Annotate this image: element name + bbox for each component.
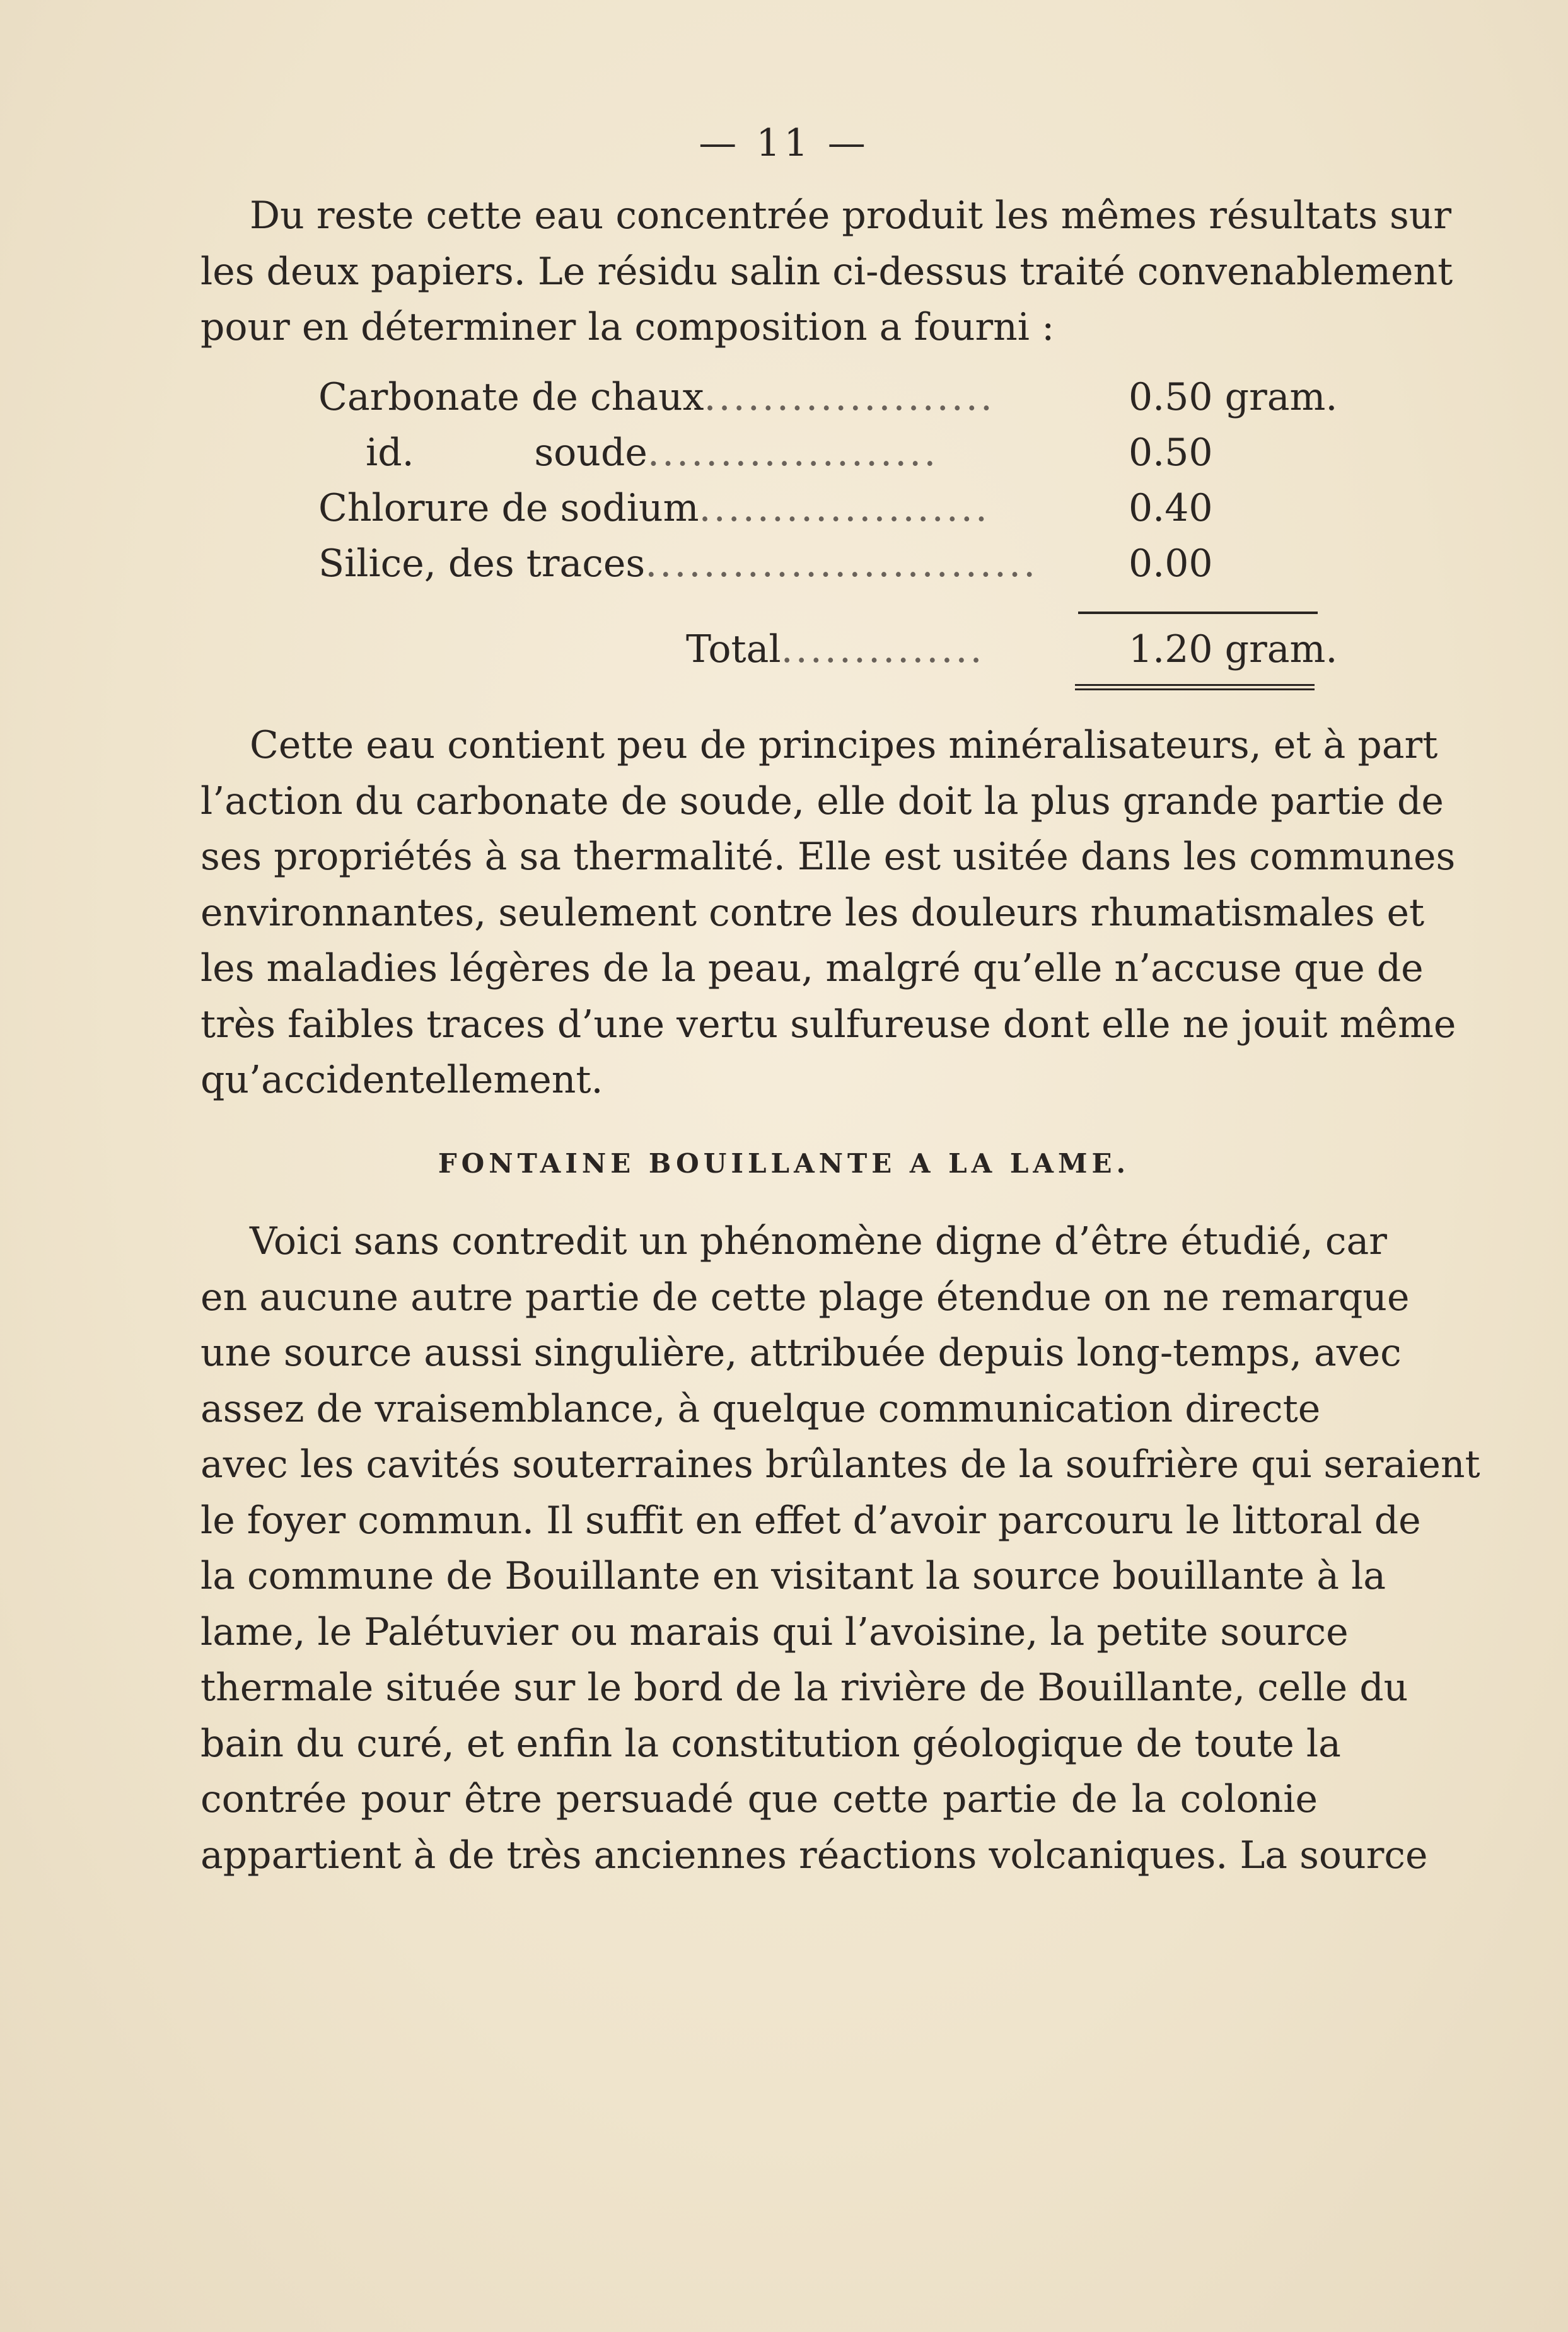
text-line: une source aussi singulière, attribuée depuis long-temps, avec (200, 1331, 1402, 1375)
text-line: contrée pour être persuadé que cette partie de la colonie (200, 1777, 1318, 1821)
text-line: thermale située sur le bord de la rivière de Bouillante, celle du (200, 1666, 1408, 1710)
composition-row (366, 431, 938, 486)
composition-value: 0.00 (1129, 542, 1213, 586)
paragraph-residue-analysis (200, 188, 1453, 356)
paragraph-water-properties (200, 717, 1456, 1108)
text-line: qu’accidentellement. (200, 1058, 603, 1102)
total-double-rule (1075, 684, 1315, 690)
composition-value: 0.50 (1129, 431, 1213, 475)
total-label: Total (686, 627, 781, 671)
text-line: la commune de Bouillante en visitant la source bouillante à la (200, 1554, 1386, 1598)
composition-value: 0.50 gram. (1129, 375, 1338, 419)
text-line: lame, le Palétuvier ou marais qui l’avoisine, la petite source (200, 1610, 1349, 1654)
text-line: en aucune autre partie de cette plage étendue on ne remarque (200, 1275, 1410, 1320)
text-line: l’action du carbonate de soude, elle doit la plus grande partie de (200, 779, 1444, 823)
composition-label: Silice, des traces (318, 542, 646, 586)
text-line: environnantes, seulement contre les douleurs rhumatismales et (200, 890, 1425, 935)
paragraph-fontaine-bouillante (200, 1214, 1480, 1883)
composition-row (318, 375, 995, 431)
sum-rule (1078, 612, 1318, 614)
text-line: assez de vraisemblance, à quelque communication directe (200, 1386, 1321, 1431)
text-line: Du reste cette eau concentrée produit les mêmes résultats sur (250, 194, 1452, 238)
text-line: bain du curé, et enfin la constitution géologique de toute la (200, 1721, 1341, 1766)
text-line: Voici sans contredit un phénomène digne d’être étudié, car (250, 1219, 1387, 1263)
leader-dots: .................... (704, 375, 995, 419)
total-value: 1.20 gram. (1129, 627, 1338, 671)
page-number: — 11 — (699, 121, 869, 165)
text-line: Cette eau contient peu de principes minéralisateurs, et à part (250, 723, 1438, 767)
composition-row (318, 542, 1038, 597)
composition-row (318, 486, 990, 542)
text-line: appartient à de très anciennes réactions volcaniques. La source (200, 1833, 1428, 1877)
text-line: pour en déterminer la composition a fourni : (200, 305, 1055, 349)
leader-dots: .................... (699, 486, 990, 530)
composition-label: Chlorure de sodium (318, 486, 699, 530)
leader-dots: ........................... (645, 542, 1038, 586)
composition-label: id. soude (366, 431, 648, 475)
composition-label: Carbonate de chaux (318, 375, 704, 419)
composition-total-row (686, 627, 985, 683)
text-line: très faibles traces d’une vertu sulfureuse dont elle ne jouit même (200, 1002, 1456, 1047)
composition-value: 0.40 (1129, 486, 1213, 530)
text-line: les deux papiers. Le résidu salin ci-dessus traité convenablement (200, 249, 1453, 294)
section-heading: FONTAINE BOUILLANTE A LA LAME. (438, 1148, 1130, 1179)
text-line: ses propriétés à sa thermalité. Elle est usitée dans les communes (200, 835, 1456, 879)
leader-dots: .................... (647, 431, 939, 475)
text-line: avec les cavités souterraines brûlantes de la soufrière qui seraient (200, 1442, 1480, 1487)
text-line: les maladies légères de la peau, malgré qu’elle n’accuse que de (200, 946, 1424, 990)
leader-dots: .............. (781, 627, 985, 671)
text-line: le foyer commun. Il suffit en effet d’avoir parcouru le littoral de (200, 1498, 1421, 1543)
